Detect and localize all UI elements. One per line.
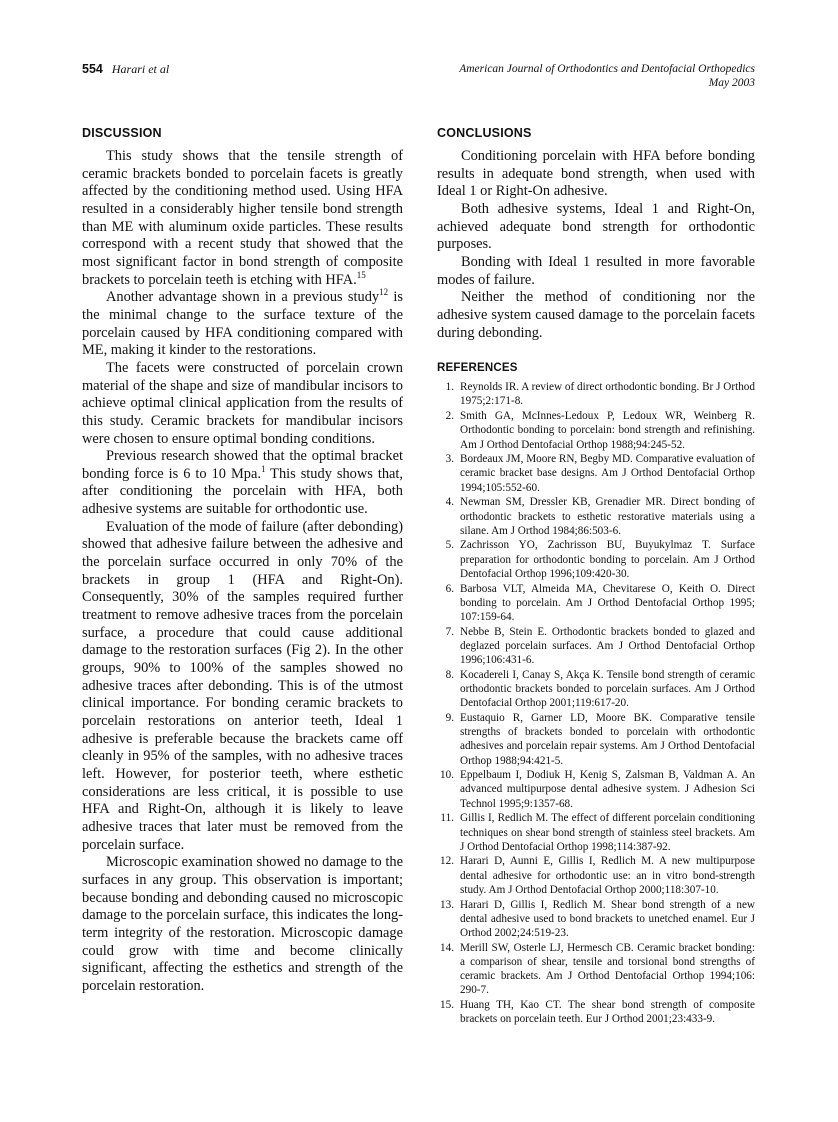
paragraph-text: Evaluation of the mode of failure (after debonding) showed that adhesive failure between the adhesive and the porcelain surface occurred in only 70% of the brackets in group 1 (HFA and Right-On). Consequently, 30% of the samples required further treatment to remove adhesive traces from the porcelain surface, a procedure that could cause additional damage to the restoration surfaces (Fig 2). In the other groups, 90% to 100% of the samples showed no adhesive traces after debonding. This is of the utmost clinical importance. For bonding ceramic brackets to porcelain restorations on anterior teeth, Ideal 1 adhesive is preferable because the brackets came off cleanly in 95% of the samples, with no adhesive traces left. However, for posterior teeth, where esthetic considerations are less critical, it is possible to use HFA and Right-On, although it is likely to leave adhesive traces that later must be removed from the porcelain surface. — [82, 518, 403, 853]
citation-superscript: 1 — [260, 463, 266, 474]
reference-number: 15. — [440, 998, 454, 1011]
paragraph-text: Conditioning porcelain with HFA before bonding results in adequate bond strength, when used with Ideal 1 or Right-On adhesive. — [437, 148, 755, 200]
paragraph-text: The facets were constructed of porcelain crown material of the shape and size of mandibular incisors to achieve optimal clinical application from the results of this study. Ceramic brackets for mandibular incisors were chosen to ensure optimal bonding conditions. — [82, 359, 403, 447]
reference-text: Nebbe B, Stein E. Orthodontic brackets bonded to glazed and deglazed porcelain surfaces. Am J Orthod Dentofacial Orthop 1996;106:431-6. — [460, 625, 755, 667]
reference-number: 11. — [440, 812, 454, 825]
journal-title: American Journal of Orthodontics and Dentofacial Orthopedics — [459, 63, 755, 75]
reference-text: Eustaquio R, Garner LD, Moore BK. Comparative tensile strengths of brackets bonded to porcelain with orthodontic adhesives and porcelain repair systems. Am J Orthod Dentofacial Orthop 1988;94:421-5. — [460, 711, 755, 767]
paragraph-text: is the minimal change to the surface texture of the porcelain caused by HFA conditioning compared with ME, making it kinder to the restorations. — [82, 289, 403, 359]
reference-text: Gillis I, Redlich M. The effect of different porcelain conditioning techniques on shear bond strength of stainless steel brackets. Am J Orthod Dentofacial Orthop 1998;114:387-92. — [460, 812, 755, 853]
reference-item — [437, 452, 755, 495]
reference-number: 10. — [440, 769, 454, 782]
paragraph-text: This study shows that the tensile strength of ceramic brackets bonded to porcelain facets is greatly affected by the conditioning method used. Using HFA resulted in a considerably higher tensile bond strength than ME with aluminum oxide particles. These results correspond with a recent study that showed that the most significant factor in bond strength of composite brackets to porcelain teeth is etching with HFA. — [82, 148, 403, 288]
references-heading: REFERENCES — [437, 362, 518, 375]
discussion-paragraph — [82, 148, 403, 289]
reference-text: Harari D, Gillis I, Redlich M. Shear bond strength of a new dental adhesive used to bond brackets to unetched enamel. Eur J Orthod 2002;24:519-23. — [460, 898, 755, 939]
conclusions-paragraph — [437, 201, 755, 254]
reference-text: Eppelbaum I, Dodiuk H, Kenig S, Zalsman B, Valdman A. An advanced multipurpose dental adhesive system. J Adhesion Sci Technol 1995;9:1357-68. — [460, 769, 755, 810]
conclusions-paragraph — [437, 148, 755, 201]
reference-item — [437, 495, 755, 538]
reference-item — [437, 898, 755, 941]
reference-text: Harari D, Aunni E, Gillis I, Redlich M. A new multipurpose dental adhesive for orthodontic use: an in vitro bond-strength study. Am J Orthod Dentofacial Orthop 2000;118:307-10. — [460, 855, 755, 896]
reference-text: Smith GA, McInnes-Ledoux P, Ledoux WR, Weinberg R. Orthodontic bonding to porcelain: bond strength and refinishing. Am J Orthod Dentofacial Orthop 1988;94:245-52. — [460, 410, 755, 451]
reference-number: 7. — [445, 625, 454, 638]
reference-number: 14. — [440, 941, 454, 954]
references-section — [437, 362, 755, 1026]
reference-number: 12. — [440, 855, 454, 868]
conclusions-body — [437, 148, 755, 342]
discussion-paragraph — [82, 360, 403, 448]
reference-item — [437, 811, 755, 854]
reference-number: 9. — [445, 711, 454, 724]
paragraph-text: Microscopic examination showed no damage to the surfaces in any group. This observation is important; because bonding and debonding caused no microscopic damage to the porcelain surface, this indicates the long-term integrity of the restoration. Microscopic damage could grow with time and become clinically significant, affecting the esthetics and strength of the porcelain restoration. — [82, 854, 403, 994]
conclusions-paragraph — [437, 254, 755, 289]
reference-number: 2. — [445, 410, 454, 423]
reference-item — [437, 538, 755, 581]
discussion-paragraph — [82, 448, 403, 519]
discussion-body — [82, 148, 403, 996]
reference-item — [437, 625, 755, 668]
discussion-paragraph — [82, 519, 403, 854]
running-header-right — [459, 62, 755, 90]
paragraph-text: Both adhesive systems, Ideal 1 and Right-On, achieved adequate bond strength for orthodontic purposes. — [437, 200, 755, 253]
reference-text: Huang TH, Kao CT. The shear bond strength of composite brackets on porcelain teeth. Eur J Orthod 2001;23:433-9. — [460, 998, 755, 1026]
reference-number: 3. — [445, 453, 454, 466]
reference-number: 5. — [445, 539, 454, 552]
reference-text: Reynolds IR. A review of direct orthodontic bonding. Br J Orthod 1975;2:171-8. — [460, 381, 755, 408]
reference-number: 13. — [440, 898, 454, 911]
discussion-paragraph — [82, 289, 403, 360]
paragraph-text: Neither the method of conditioning nor the adhesive system caused damage to the porcelain facets during debonding. — [437, 289, 755, 341]
running-authors: Harari et al — [111, 62, 170, 76]
reference-item — [437, 941, 755, 998]
discussion-paragraph — [82, 854, 403, 995]
reference-text: Bordeaux JM, Moore RN, Begby MD. Comparative evaluation of ceramic bracket base designs. Am J Orthod Dentofacial Orthop 1994;105:552-60. — [460, 453, 755, 494]
reference-item — [437, 409, 755, 452]
reference-item — [437, 998, 755, 1026]
paragraph-text: This study shows that, after conditioning the porcelain with HFA, both adhesive systems are suitable for orthodontic use. — [82, 465, 404, 518]
paragraph-text: Another advantage shown in a previous study — [106, 289, 380, 306]
reference-number: 6. — [445, 582, 454, 595]
citation-superscript: 12 — [379, 287, 389, 298]
reference-number: 8. — [445, 668, 454, 681]
reference-text: Barbosa VLT, Almeida MA, Chevitarese O, Keith O. Direct bonding to porcelain. Am J Orthod Dentofacial Orthop 1995; 107:159-64. — [460, 582, 755, 623]
reference-item — [437, 768, 755, 811]
running-header-left — [82, 62, 169, 77]
citation-superscript: 15 — [356, 269, 366, 280]
left-column — [82, 126, 403, 996]
reference-number: 1. — [445, 381, 454, 394]
conclusions-paragraph — [437, 289, 755, 342]
paragraph-text: Bonding with Ideal 1 resulted in more favorable modes of failure. — [437, 253, 755, 288]
paragraph-text: Previous research showed that the optimal bracket bonding force is 6 to 10 Mpa. — [82, 448, 403, 482]
reference-item — [437, 582, 755, 625]
reference-number: 4. — [445, 496, 454, 509]
reference-text: Zachrisson YO, Zachrisson BU, Buyukylmaz T. Surface preparation for orthodontic bonding to porcelain. Am J Orthod Dentofacial Orthop 1996;109:420-30. — [460, 539, 755, 580]
reference-item — [437, 854, 755, 897]
reference-item — [437, 380, 755, 408]
conclusions-heading: CONCLUSIONS — [437, 126, 532, 140]
reference-item — [437, 668, 755, 711]
references-list — [437, 380, 755, 1026]
page-number: 554 — [82, 62, 103, 76]
discussion-heading: DISCUSSION — [82, 126, 162, 140]
right-column — [437, 126, 755, 1027]
reference-item — [437, 711, 755, 768]
reference-text: Kocadereli I, Canay S, Akça K. Tensile bond strength of ceramic orthodontic brackets bonded to porcelain surfaces. Am J Orthod Dentofacial Orthop 2001;119:617-20. — [460, 668, 755, 710]
reference-text: Merill SW, Osterle LJ, Hermesch CB. Ceramic bracket bonding: a comparison of shear, tensile and torsional bond strengths of ceramic brackets. Am J Orthod Dentofacial Orthop 1994;106: 290-7. — [460, 941, 755, 997]
reference-text: Newman SM, Dressler KB, Grenadier MR. Direct bonding of orthodontic brackets to esthetic restorative materials using a silane. Am J Orthod 1984;86:503-6. — [460, 496, 755, 537]
issue-date: May 2003 — [708, 77, 755, 89]
